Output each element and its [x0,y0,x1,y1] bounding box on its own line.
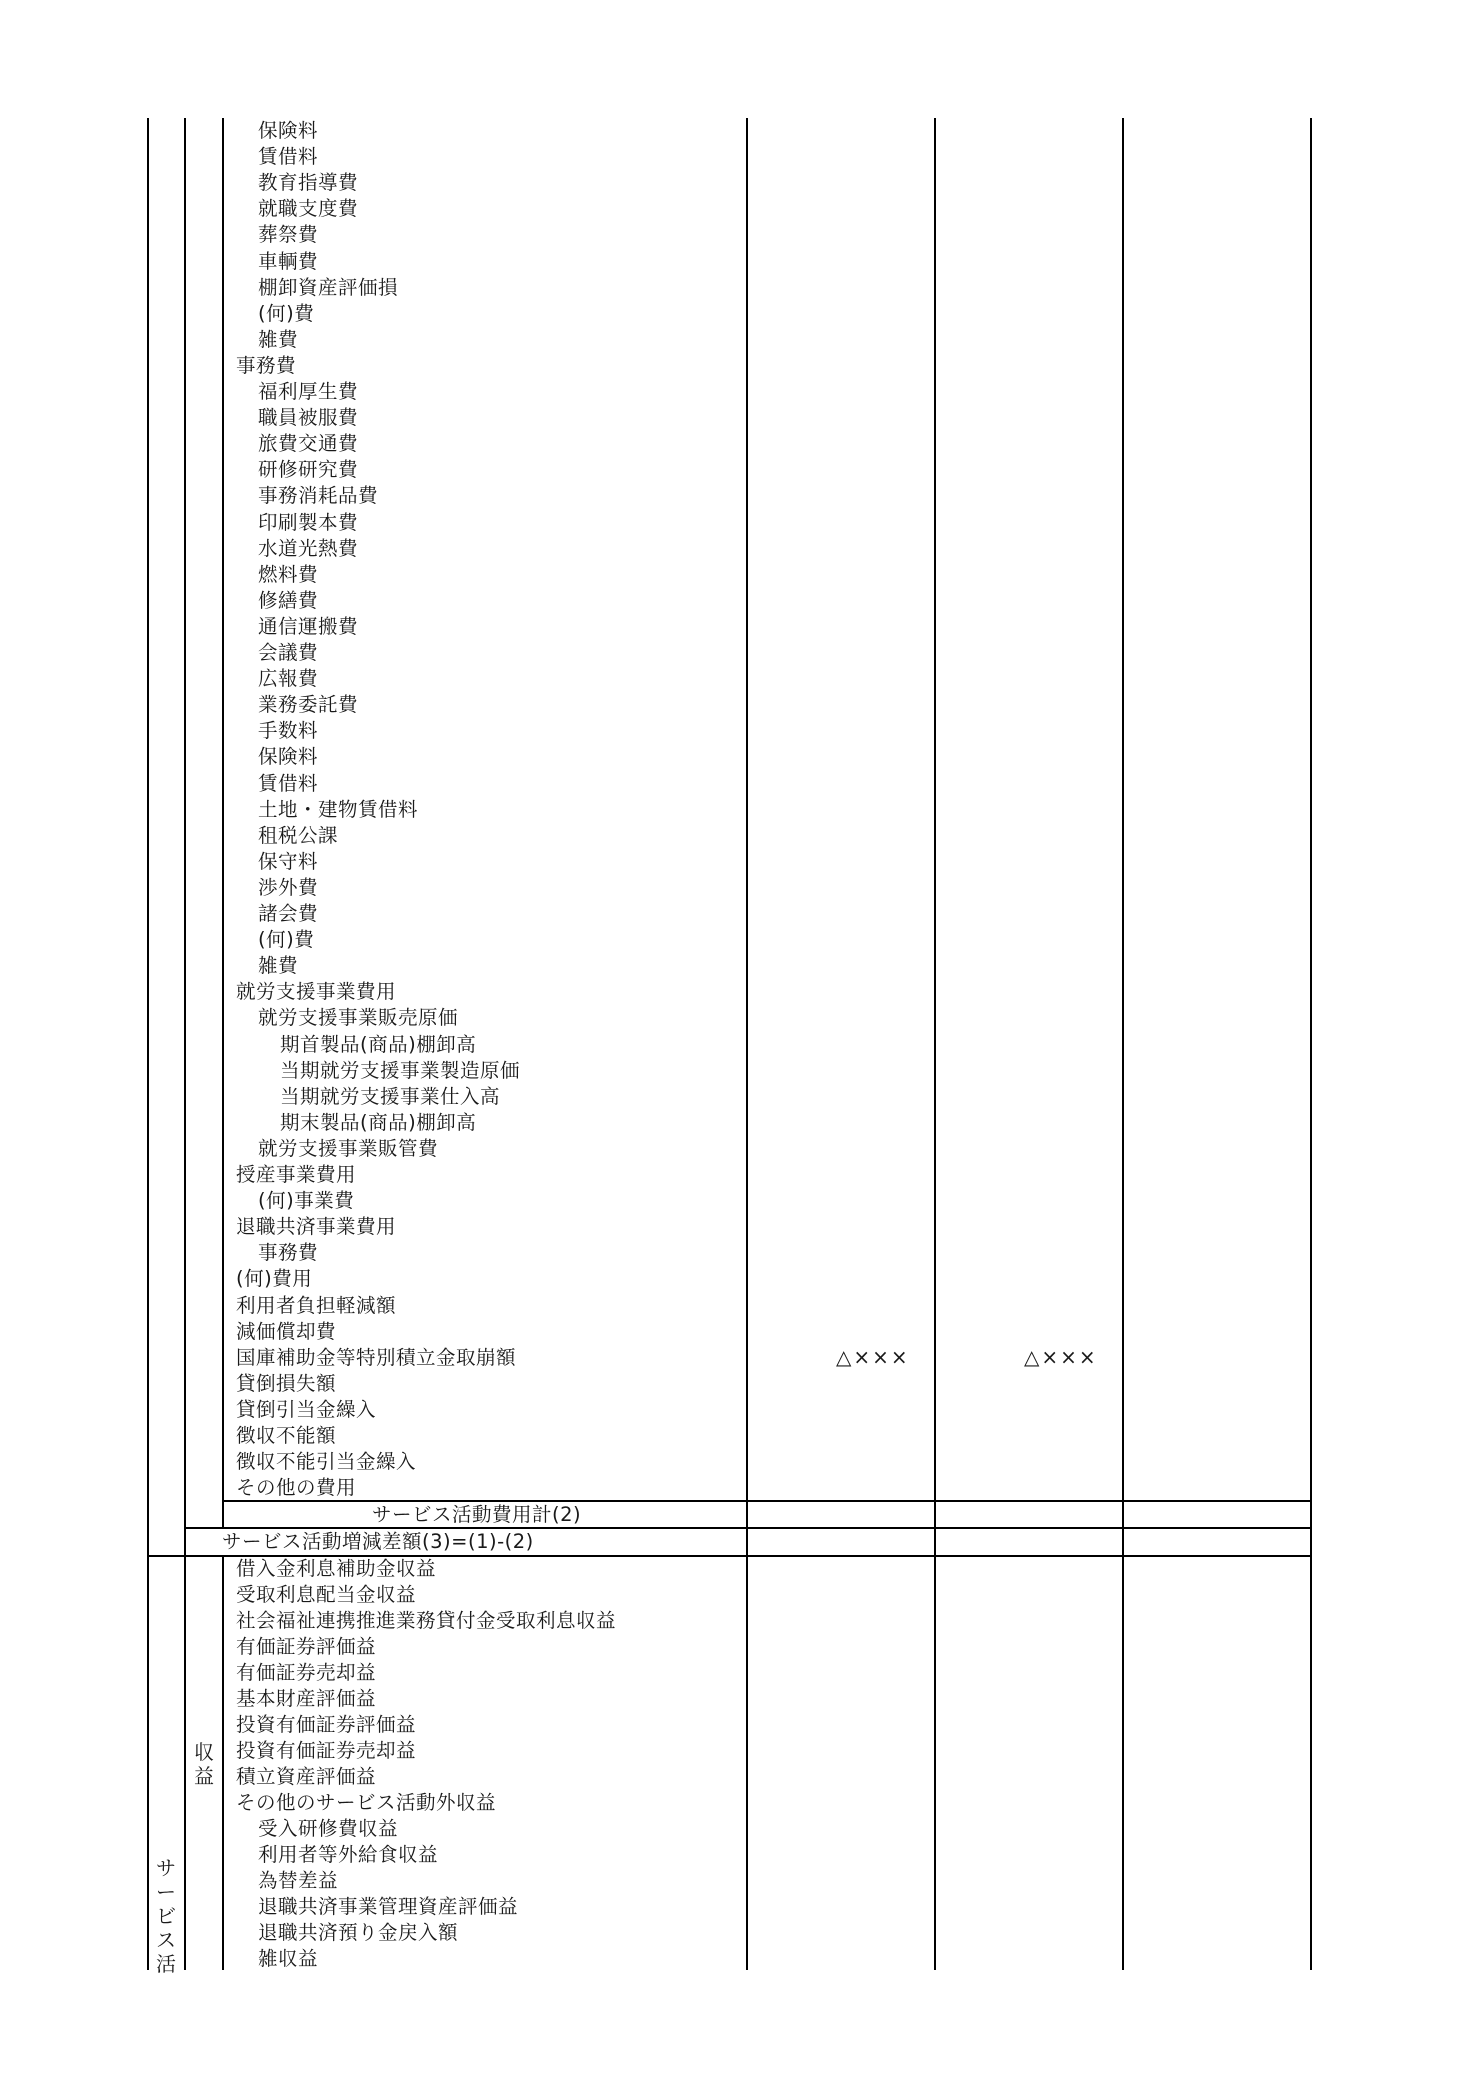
list-item: 職員被服費 [258,406,359,430]
list-item: 就職支度費 [258,197,359,221]
list-item: その他の費用 [236,1476,357,1500]
border-col1-left-lower [184,1556,186,1970]
list-item: 燃料費 [258,562,319,586]
list-item: 投資有価証券評価益 [236,1713,417,1736]
list-item: 借入金利息補助金収益 [236,1557,437,1580]
list-item: 徴収不能額 [236,1424,337,1447]
list-item: 授産事業費用 [236,1163,357,1186]
list-item: 研修研究費 [258,458,359,482]
list-item: 就労支援事業販売原価 [258,1006,459,1030]
list-item: 会議費 [258,641,319,664]
list-item: 事務費 [236,353,297,377]
service-activity-vertical-label: サ ー ビ ス 活 [156,1856,176,1976]
border-col2-left-lower [222,1556,224,1970]
list-item: (何)費 [258,928,315,952]
list-item: 貸倒損失額 [236,1371,337,1395]
list-item: 退職共済事業管理資産評価益 [258,1895,519,1918]
border-right [1310,118,1312,1970]
list-item: 保守料 [258,849,319,873]
list-item: 諸会費 [258,902,319,925]
list-item: 有価証券売却益 [236,1661,377,1684]
list-item: 期首製品(商品)棚卸高 [280,1032,477,1056]
list-item: 為替差益 [258,1869,339,1892]
list-item: 投資有価証券売却益 [236,1739,417,1762]
list-item: 旅費交通費 [258,432,359,456]
list-item: 社会福祉連携推進業務貸付金受取利息収益 [236,1609,617,1632]
list-item: 利用者等外給食収益 [258,1843,439,1866]
list-item: 事務費 [258,1241,319,1265]
list-item: 保険料 [258,119,319,142]
border-left [147,118,149,1970]
list-item: (何)事業費 [258,1189,355,1213]
list-item: 就労支援事業販管費 [258,1136,439,1160]
list-item: 事務消耗品費 [258,484,379,508]
list-item: 渉外費 [258,875,319,899]
border-col1-left [184,118,186,1556]
list-item: 当期就労支援事業仕入高 [280,1084,501,1108]
list-item: 福利厚生費 [258,380,359,403]
list-item: 租税公課 [258,823,339,847]
revenue-vertical-label: 収 益 [194,1740,214,1788]
list-item: 賃借料 [258,771,319,795]
list-item: 修繕費 [258,588,319,612]
list-item: 退職共済預り金戻入額 [258,1921,459,1944]
list-item: 印刷製本費 [258,510,359,534]
subsidy-reversal-amount-1: △××× [836,1345,910,1369]
list-item: 基本財産評価益 [236,1687,377,1710]
border-amount2 [934,118,936,1970]
list-item: 水道光熱費 [258,536,359,560]
list-item: 減価償却費 [236,1319,337,1343]
border-amount3 [1122,118,1124,1970]
list-item: 当期就労支援事業製造原価 [280,1058,521,1082]
list-item: 賃借料 [258,145,319,169]
list-item: 業務委託費 [258,693,359,717]
list-item: 就労支援事業費用 [236,980,397,1004]
list-item: 受取利息配当金収益 [236,1583,417,1606]
expense-total-label: サービス活動費用計(2) [372,1503,582,1526]
list-item: 土地・建物賃借料 [258,797,419,821]
service-diff-label: サービス活動増減差額(3)=(1)-(2) [222,1530,534,1553]
list-item: 雑費 [258,954,299,978]
list-item: 雑費 [258,327,299,351]
list-item: (何)費 [258,301,315,325]
list-item: 利用者負担軽減額 [236,1293,397,1317]
list-item: 退職共済事業費用 [236,1215,397,1239]
list-item: 国庫補助金等特別積立金取崩額 [236,1345,517,1369]
list-item: 車輌費 [258,249,319,273]
list-item: 積立資産評価益 [236,1765,377,1788]
list-item: 通信運搬費 [258,614,359,638]
subsidy-reversal-amount-2: △××× [1024,1345,1098,1369]
list-item: 徴収不能引当金繰入 [236,1450,417,1474]
list-item: 葬祭費 [258,223,319,247]
list-item: 棚卸資産評価損 [258,275,399,299]
list-item: 貸倒引当金繰入 [236,1397,377,1421]
list-item: 保険料 [258,745,319,769]
list-item: 教育指導費 [258,171,359,195]
list-item: その他のサービス活動外収益 [236,1791,497,1814]
list-item: 有価証券評価益 [236,1635,377,1658]
border-amount1 [746,118,748,1970]
list-item: 雑収益 [258,1947,319,1970]
list-item: 広報費 [258,667,319,691]
border-col2-left [222,118,224,1528]
list-item: 手数料 [258,719,319,743]
list-item: 受入研修費収益 [258,1817,399,1840]
list-item: (何)費用 [236,1267,313,1291]
list-item: 期末製品(商品)棚卸高 [280,1110,477,1134]
